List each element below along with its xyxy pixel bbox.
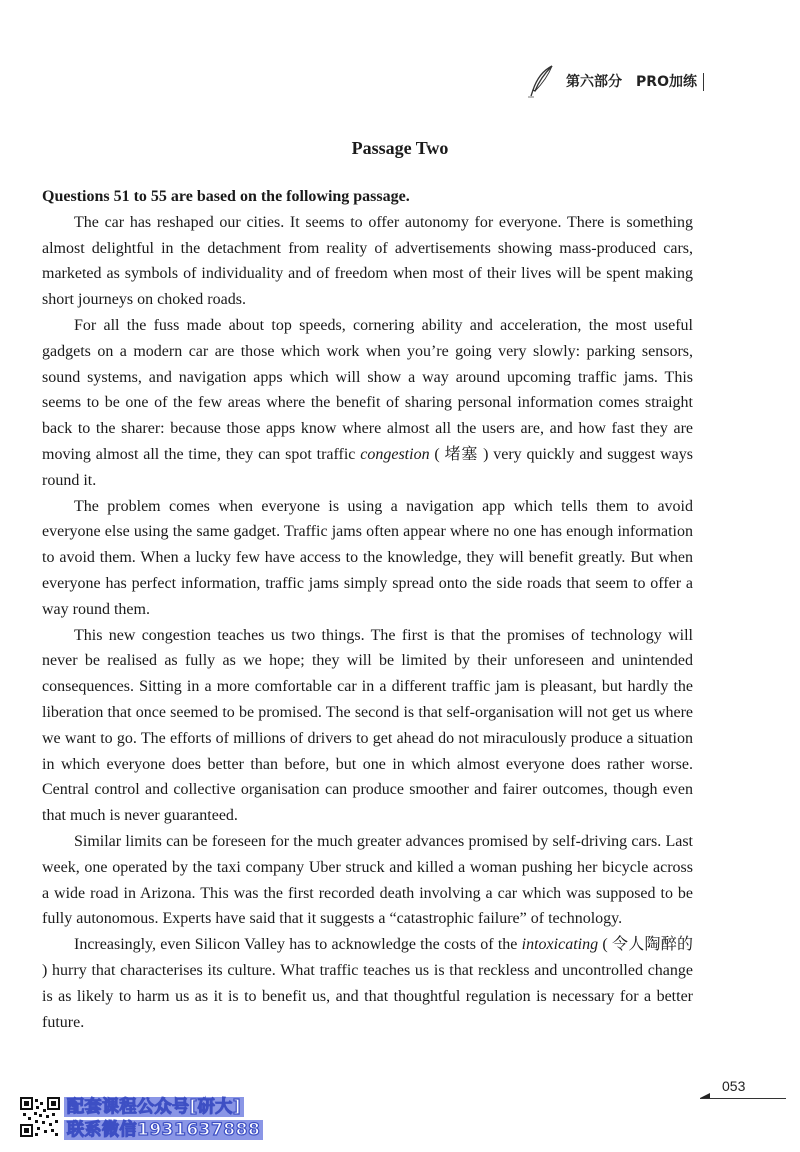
paragraph-text: The problem comes when everyone is using a navigation app which tells them to avoid everyone else using the same gadget. Traffic jams often appear where no one has enough information to avoid them. When a lucky few have access to the knowledge, they will benefit greatly. But when everyone has perfect information, traffic jams simply spread onto the side roads that seem to offer a way round them. (42, 497, 693, 618)
watermark-line-2: 联系微信1931637888 (64, 1120, 263, 1140)
paragraph-text: The car has reshaped our cities. It seems to offer autonomy for everyone. There is something almost delightful in the detachment from reality of advertisements showing mass-produced cars, marketed as symbols of individuality and of freedom when most of their lives will be spent making short journeys on choked roads. (42, 213, 693, 309)
questions-intro: Questions 51 to 55 are based on the following passage. (42, 188, 410, 205)
passage-paragraph (42, 210, 693, 313)
passage-paragraph (42, 494, 693, 623)
paragraph-text: This new congestion teaches us two things. The first is that the promises of technology will never be realised as fully as we hope; they will be limited by their unforeseen and unintended consequences. Sitting in a more comfortable car in a different traffic jam is pleasant, but hardly the liberation that once seemed to be promised. The second is that self-organisation will not get us where we want to go. The efforts of millions of drivers to get ahead do not miraculously produce a situation in which everyone does better than before, but one in which almost everyone does rather worse. Central control and collective organisation can produce smoother and fairer outcomes, though even that much is never guaranteed. (42, 626, 693, 825)
section-title: 第六部分 PRO加练 (566, 73, 704, 91)
watermark-line-1: 配套课程公众号[研大] (64, 1097, 244, 1117)
page-number-rule (700, 1098, 786, 1099)
page-number: 053 (722, 1078, 746, 1094)
paragraph-text: ( 令人陶醉的 ) hurry that characterises its culture. What traffic teaches us is that reckless and uncontrolled change is as likely to harm us as it is to benefit us, and that thoughtful regulation is necessary for a better future. (42, 936, 693, 1031)
glossed-term: congestion (360, 445, 430, 463)
quill-pen-icon (526, 64, 556, 100)
paragraph-text: Similar limits can be foreseen for the much greater advances promised by self-driving cars. Last week, one operated by the taxi company Uber struck and killed a woman pushing her bicycle across a wide road in Arizona. This was the first recorded death involving a car which was supposed to be fully autonomous. Experts have said that it suggests a “catastrophic failure” of technology. (42, 832, 693, 928)
passage-title: Passage Two (351, 138, 449, 158)
paragraph-text: Increasingly, even Silicon Valley has to acknowledge the costs of the (74, 936, 522, 954)
page-header (526, 62, 704, 102)
paragraph-text: ( 堵塞 ) very quickly and suggest ways round it. (42, 445, 693, 489)
qr-code-icon (20, 1097, 60, 1137)
paragraph-text: For all the fuss made about top speeds, cornering ability and acceleration, the most useful gadgets on a modern car are those which work when you’re going very slowly: parking sensors, sound systems, and navigation apps which will show a way around upcoming traffic jams. This seems to be one of the few areas where the benefit of sharing personal information comes straight back to the sharer: because those apps know where almost all the users are, and how fast they are moving almost all the time, they can spot traffic (42, 316, 693, 463)
passage-body (42, 184, 693, 1035)
passage-paragraph (42, 623, 693, 829)
passage-paragraph (42, 932, 693, 1035)
passage-paragraph (42, 313, 693, 494)
glossed-term: intoxicating (521, 936, 599, 954)
passage-paragraph (42, 829, 693, 932)
